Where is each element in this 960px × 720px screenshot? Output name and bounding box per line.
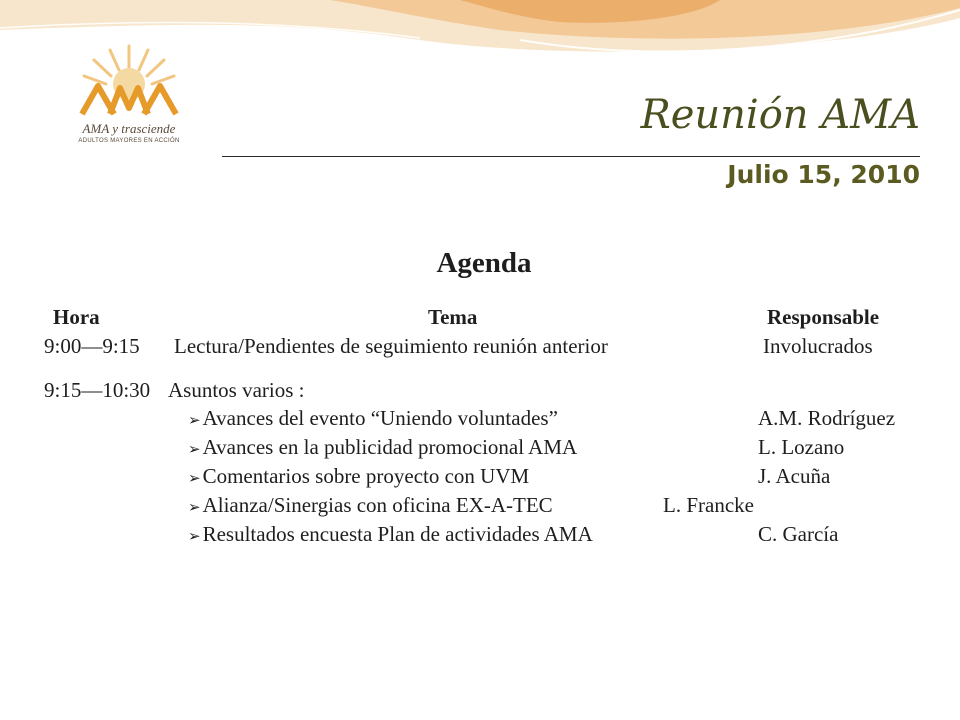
agenda-item (188, 464, 529, 490)
logo-tagline: AMA y trasciende (82, 121, 176, 136)
row1-responsable: Involucrados (763, 334, 873, 358)
agenda-item-tema: Resultados encuesta Plan de actividades AMA (202, 522, 593, 546)
column-header-tema: Tema (428, 305, 478, 329)
ama-logo (62, 38, 196, 152)
agenda-item (188, 522, 593, 548)
agenda-heading: Agenda (436, 247, 532, 279)
sun-ama-logo-icon (62, 38, 196, 122)
agenda-item (188, 435, 577, 461)
agenda-item-responsable: A.M. Rodríguez (758, 406, 896, 430)
page-title: Reunión AMA (640, 92, 920, 138)
arrow-bullet-icon: ➢ (188, 469, 201, 487)
row2-tema: Asuntos varios : (168, 378, 305, 402)
agenda-item-responsable: L. Lozano (758, 435, 845, 459)
column-header-hora: Hora (53, 305, 100, 329)
agenda-item-responsable: C. García (758, 522, 839, 546)
arrow-bullet-icon: ➢ (188, 498, 201, 516)
row2-hora: 9:15—10:30 (44, 378, 151, 402)
agenda-item-tema: Alianza/Sinergias con oficina EX-A-TEC (202, 493, 553, 517)
agenda-item-responsable: J. Acuña (758, 464, 831, 488)
agenda-item-tema: Comentarios sobre proyecto con UVM (202, 464, 530, 488)
row1-tema: Lectura/Pendientes de seguimiento reunión anterior (174, 334, 608, 358)
arrow-bullet-icon: ➢ (188, 527, 201, 545)
agenda-item-tema: Avances en la publicidad promocional AMA (202, 435, 578, 459)
arrow-bullet-icon: ➢ (188, 411, 201, 429)
row1-hora: 9:00—9:15 (44, 334, 140, 358)
agenda-item (188, 406, 558, 432)
meeting-date: Julio 15, 2010 (727, 160, 920, 189)
arrow-bullet-icon: ➢ (188, 440, 201, 458)
agenda-item-tema: Avances del evento “Uniendo voluntades” (202, 406, 558, 430)
logo-subtitle: ADULTOS MAYORES EN ACCIÓN (78, 138, 180, 144)
column-header-responsable: Responsable (767, 305, 880, 329)
agenda-item-responsable: L. Francke (663, 493, 754, 517)
agenda-item (188, 493, 553, 519)
title-divider (222, 156, 920, 157)
